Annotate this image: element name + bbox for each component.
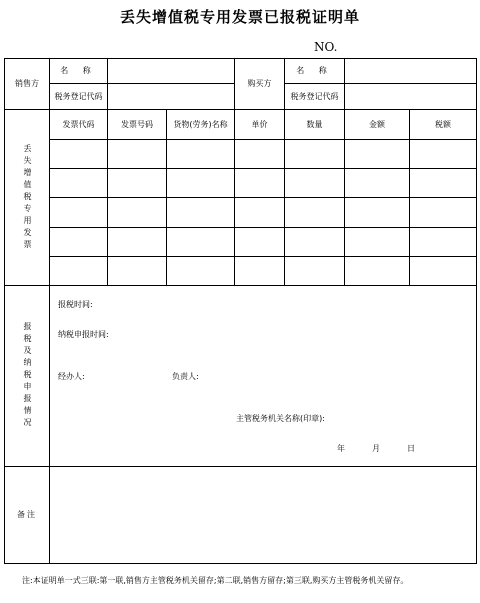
table-cell[interactable] bbox=[410, 198, 477, 228]
table-cell[interactable] bbox=[167, 257, 235, 286]
column-header: 发票号码 bbox=[108, 110, 167, 140]
table-cell[interactable] bbox=[108, 257, 167, 286]
table-cell[interactable] bbox=[235, 198, 285, 228]
date-month-label: 月 bbox=[372, 444, 380, 453]
date-year-label: 年 bbox=[337, 444, 345, 453]
table-cell[interactable] bbox=[235, 169, 285, 198]
table-row bbox=[5, 228, 477, 257]
number-label: NO. bbox=[314, 40, 338, 54]
remarks-label: 备注 bbox=[5, 467, 50, 564]
table-cell[interactable] bbox=[50, 257, 108, 286]
report-section-body bbox=[50, 286, 477, 467]
remarks-field[interactable] bbox=[50, 467, 477, 564]
table-cell[interactable] bbox=[345, 169, 410, 198]
table-cell[interactable] bbox=[50, 140, 108, 169]
column-header: 货物(劳务)名称 bbox=[167, 110, 235, 140]
table-cell[interactable] bbox=[50, 198, 108, 228]
table-cell[interactable] bbox=[285, 169, 345, 198]
column-header: 单价 bbox=[235, 110, 285, 140]
table-cell[interactable] bbox=[108, 140, 167, 169]
table-cell[interactable] bbox=[108, 228, 167, 257]
table-cell[interactable] bbox=[285, 198, 345, 228]
table-cell[interactable] bbox=[167, 228, 235, 257]
table-row bbox=[5, 140, 477, 169]
table-cell[interactable] bbox=[108, 169, 167, 198]
certificate-form bbox=[4, 58, 477, 564]
invoice-section-cell bbox=[5, 110, 50, 286]
responsible-label: 负责人: bbox=[172, 372, 199, 381]
report-section-label: 报税及纳税申报情况 bbox=[23, 322, 32, 430]
table-cell[interactable] bbox=[345, 228, 410, 257]
buyer-name-label: 名 称 bbox=[285, 59, 345, 84]
table-cell[interactable] bbox=[50, 169, 108, 198]
table-row bbox=[5, 257, 477, 286]
table-cell[interactable] bbox=[410, 257, 477, 286]
column-header: 发票代码 bbox=[50, 110, 108, 140]
table-cell[interactable] bbox=[410, 140, 477, 169]
table-cell[interactable] bbox=[235, 140, 285, 169]
footnote: 注:本证明单一式三联:第一联,销售方主管税务机关留存;第二联,销售方留存;第三联,购买方主管税务机关留存。 bbox=[22, 576, 409, 585]
table-row bbox=[5, 198, 477, 228]
table-cell[interactable] bbox=[410, 228, 477, 257]
report-section-cell bbox=[5, 286, 50, 467]
table-cell[interactable] bbox=[285, 228, 345, 257]
table-cell[interactable] bbox=[50, 228, 108, 257]
column-header: 税额 bbox=[410, 110, 477, 140]
date-day-label: 日 bbox=[407, 444, 415, 453]
table-cell[interactable] bbox=[410, 169, 477, 198]
seller-tax-reg-label: 税务登记代码 bbox=[50, 84, 108, 110]
buyer-tax-reg-label: 税务登记代码 bbox=[285, 84, 345, 110]
column-header: 金额 bbox=[345, 110, 410, 140]
table-cell[interactable] bbox=[167, 169, 235, 198]
seller-label: 销售方 bbox=[5, 59, 50, 110]
tax-declare-time-label: 纳税申报时间: bbox=[58, 330, 109, 339]
seller-name-label: 名 称 bbox=[50, 59, 108, 84]
table-row bbox=[5, 169, 477, 198]
seller-name-value[interactable] bbox=[108, 59, 235, 84]
report-time-label: 报税时间: bbox=[58, 300, 93, 309]
buyer-label: 购买方 bbox=[235, 59, 285, 110]
seller-tax-reg-value[interactable] bbox=[108, 84, 235, 110]
table-cell[interactable] bbox=[345, 198, 410, 228]
invoice-section-label: 丢失增值税专用发票 bbox=[23, 143, 32, 252]
table-cell[interactable] bbox=[108, 198, 167, 228]
table-cell[interactable] bbox=[167, 198, 235, 228]
column-header: 数量 bbox=[285, 110, 345, 140]
table-cell[interactable] bbox=[235, 228, 285, 257]
document-title: 丢失增值税专用发票已报税证明单 bbox=[119, 8, 360, 26]
table-cell[interactable] bbox=[345, 140, 410, 169]
handler-label: 经办人: bbox=[58, 372, 85, 381]
table-cell[interactable] bbox=[167, 140, 235, 169]
table-cell[interactable] bbox=[285, 140, 345, 169]
table-cell[interactable] bbox=[345, 257, 410, 286]
buyer-tax-reg-value[interactable] bbox=[345, 84, 477, 110]
table-cell[interactable] bbox=[285, 257, 345, 286]
buyer-name-value[interactable] bbox=[345, 59, 477, 84]
table-cell[interactable] bbox=[235, 257, 285, 286]
authority-label: 主管税务机关名称(印章): bbox=[236, 414, 325, 423]
